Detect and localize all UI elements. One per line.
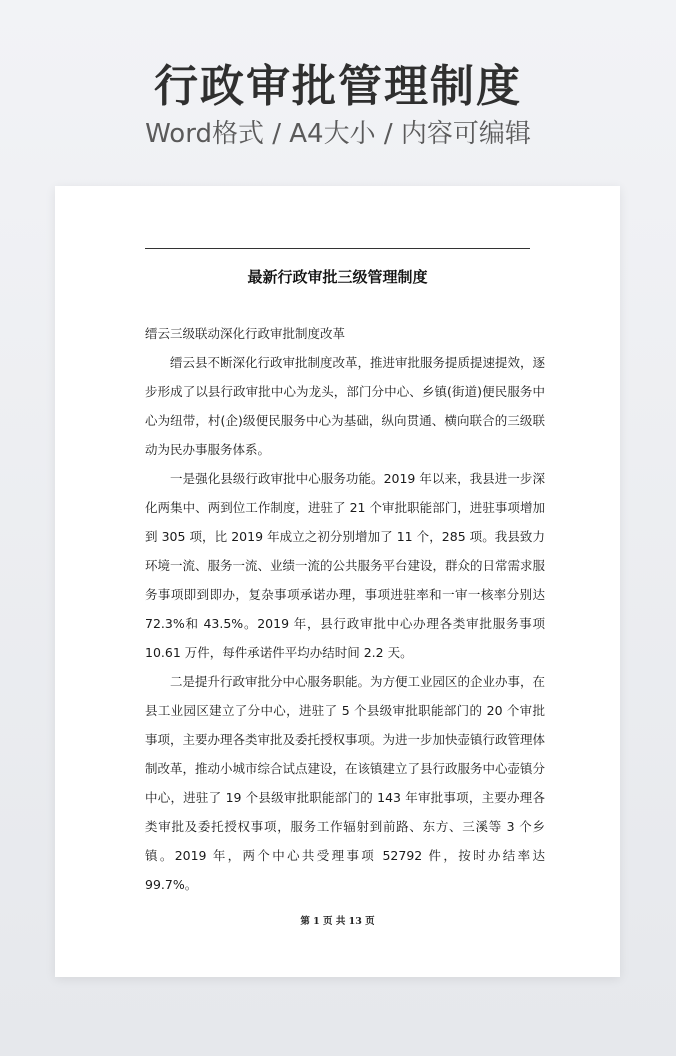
intro-heading: 缙云三级联动深化行政审批制度改革	[145, 326, 346, 341]
document-body	[145, 319, 545, 899]
banner-title: 行政审批管理制度	[154, 61, 522, 112]
document-page	[55, 186, 620, 977]
body-paragraph: 缙云县不断深化行政审批制度改革，推进审批服务提质提速提效，逐步形成了以县行政审批中心为龙头，部门分中心、乡镇(街道)便民服务中心为纽带，村(企)级便民服务中心为基础，纵向贯通、横向联合的三级联动为民办事服务体系。	[145, 355, 546, 457]
header-divider	[145, 248, 530, 249]
body-paragraph: 一是强化县级行政审批中心服务功能。2019 年以来，我县进一步深化两集中、两到位工作制度，进驻了 21 个审批职能部门，进驻事项增加到 305 项，比 2019 年成立之初分别增加了 11 个，285 项。我县致力环境一流、服务一流、业绩一流的公共服务平台建设，群众的日常需求服务事项即到即办，复杂事项承诺办理，事项进驻率和一审一核率分别达 72.3%和 43.5%。2019 年，县行政审批中心办理各类审批服务事项 10.61 万件，每件承诺件平均办结时间 2.2 天。	[145, 471, 546, 660]
document-title: 最新行政审批三级管理制度	[247, 268, 428, 286]
banner-subtitle: Word格式 / A4大小 / 内容可编辑	[145, 119, 531, 149]
page-number-footer: 第 1 页 共 13 页	[300, 916, 375, 927]
body-paragraph: 二是提升行政审批分中心服务职能。为方便工业园区的企业办事，在县工业园区建立了分中心，进驻了 5 个县级审批职能部门的 20 个审批事项，主要办理各类审批及委托授权事项。为进一步加快壶镇行政管理体制改革，推动小城市综合试点建设，在该镇建立了县行政服务中心壶镇分中心，进驻了 19 个县级审批职能部门的 143 年审批事项，主要办理各类审批及委托授权事项，服务工作辐射到前路、东方、三溪等 3 个乡镇。2019 年，两个中心共受理事项 52792 件，按时办结率达 99.7%。	[145, 674, 546, 892]
